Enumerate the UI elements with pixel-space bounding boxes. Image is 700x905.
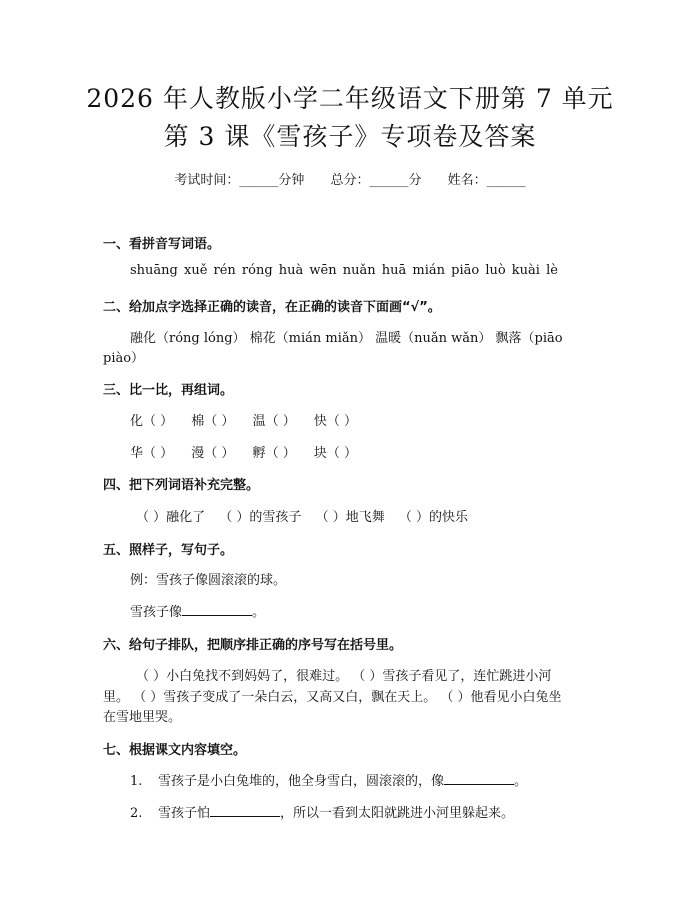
phrase-item: （ ）的快乐: [398, 510, 468, 525]
compare-item: 华（ ）: [130, 446, 174, 461]
compare-item: 漫（ ）: [191, 446, 235, 461]
compare-item: 快（ ）: [313, 414, 357, 429]
reading-line-2: piào）: [103, 351, 145, 366]
compare-item: 棉（ ）: [191, 414, 235, 429]
question-text: 雪孩子怕: [158, 806, 211, 821]
section-3-heading: 三、比一比，再组词。: [103, 383, 234, 398]
reading-line-1: 融化（róng lóng） 棉花（mián miǎn） 温暖（nuǎn wǎn） 飘落（piāo: [130, 331, 563, 346]
prompt-text: 雪孩子像: [130, 605, 183, 620]
exam-meta: [0, 169, 700, 188]
section-6-heading: 六、给句子排队，把顺序排正确的序号写在括号里。: [103, 638, 403, 653]
question-text: 雪孩子是小白兔堆的，他全身雪白，圆滚滚的，像: [158, 774, 445, 789]
example-sentence: 例：雪孩子像圆滚滚的球。: [130, 573, 287, 588]
compare-item: 孵（ ）: [252, 446, 296, 461]
compare-item: 块（ ）: [313, 446, 357, 461]
answer-blank[interactable]: [182, 604, 252, 616]
question-end: ，所以一看到太阳就跳进小河里躲起来。: [280, 806, 515, 821]
sentence-prompt: [130, 601, 265, 620]
phrase-item: （ ）融化了: [136, 510, 206, 525]
order-line-3: 在雪地里哭。: [103, 710, 182, 725]
answer-blank[interactable]: [444, 773, 514, 785]
question-number: 1.: [130, 774, 143, 789]
prompt-end: 。: [252, 605, 266, 620]
answer-blank[interactable]: [210, 805, 280, 817]
compare-row-2: [130, 442, 371, 461]
section-4-heading: 四、把下列词语补充完整。: [103, 478, 260, 493]
order-line-1: （ ）小白兔找不到妈妈了，很难过。 （ ）雪孩子看见了，连忙跳进小河: [136, 669, 552, 684]
fill-question-1: [130, 770, 527, 789]
question-number: 2.: [130, 806, 143, 821]
section-5-heading: 五、照样子，写句子。: [103, 543, 234, 558]
title-line-2: 第 3 课《雪孩子》专项卷及答案: [163, 122, 537, 151]
fill-phrases-row: [136, 506, 478, 525]
pinyin-line: shuāng xuě rén róng huà wēn nuǎn huā mián piāo luò kuài lè: [130, 263, 558, 278]
phrase-item: （ ）的雪孩子: [219, 510, 302, 525]
exam-time: 考试时间：______分钟: [174, 173, 305, 188]
compare-item: 化（ ）: [130, 414, 174, 429]
section-7-heading: 七、根据课文内容填空。: [103, 743, 247, 758]
compare-row-1: [130, 410, 371, 429]
compare-item: 温（ ）: [252, 414, 296, 429]
order-line-2: 里。 （ ）雪孩子变成了一朵白云，又高又白，飘在天上。 （ ）他看见小白兔坐: [103, 690, 562, 705]
student-name: 姓名：______: [447, 173, 526, 188]
section-2-heading: 二、给加点字选择正确的读音，在正确的读音下面画“√”。: [103, 300, 441, 315]
phrase-item: （ ）地飞舞: [315, 510, 385, 525]
total-score: 总分：______分: [330, 173, 422, 188]
title-line-1: 2026 年人教版小学二年级语文下册第 7 单元: [86, 84, 614, 113]
fill-question-2: [130, 802, 514, 821]
section-1-heading: 一、看拼音写词语。: [103, 237, 221, 252]
question-end: 。: [514, 774, 528, 789]
